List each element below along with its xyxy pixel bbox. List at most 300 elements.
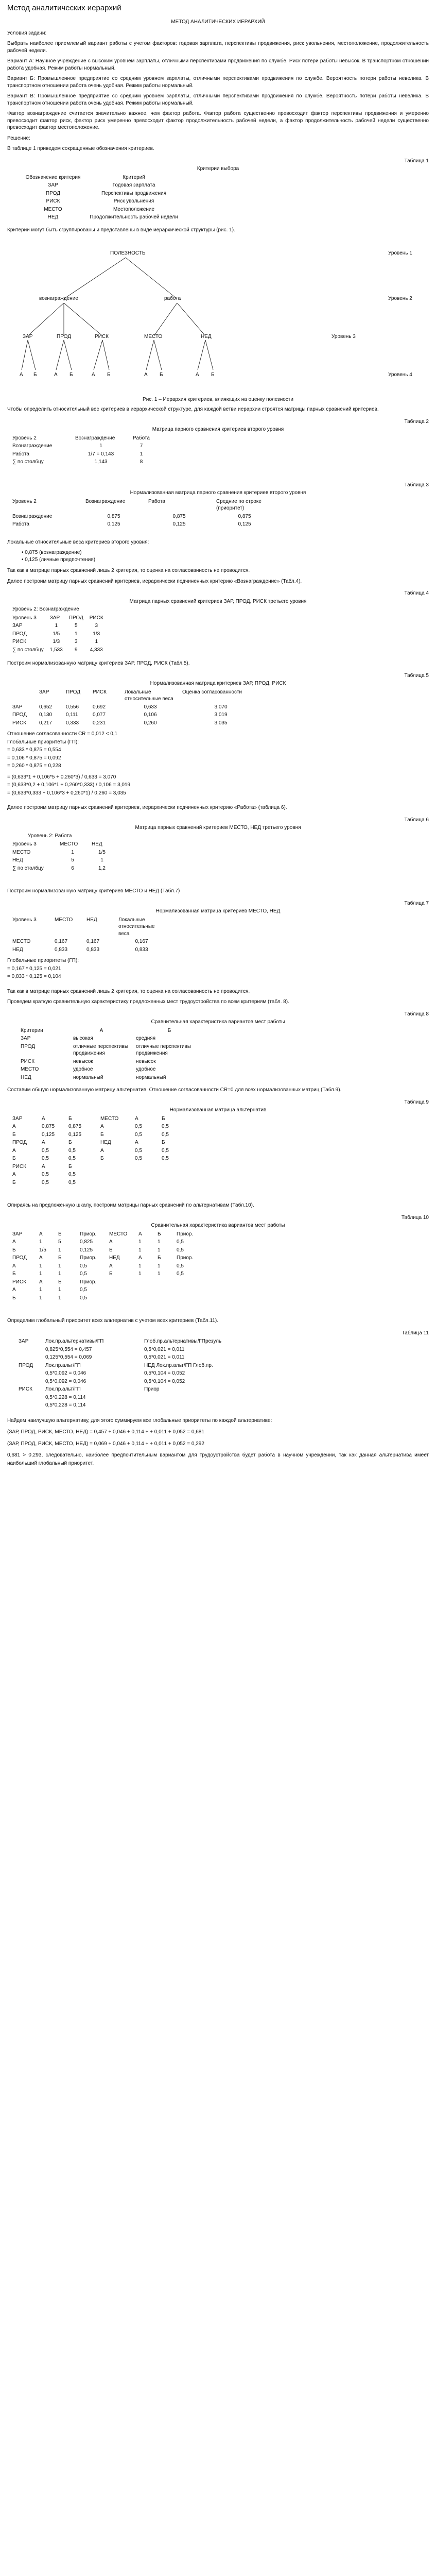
table1 bbox=[22, 174, 183, 222]
table-cell: 1 bbox=[138, 1271, 142, 1277]
connector bbox=[64, 340, 72, 370]
table-header-cell: Критерий bbox=[123, 174, 145, 180]
table-cell: 0,652 bbox=[39, 704, 53, 710]
table-row bbox=[9, 1147, 185, 1155]
table-header-cell: А bbox=[42, 1140, 45, 1146]
table-cell: 0,5*0,021 = 0,011 bbox=[144, 1346, 185, 1352]
table-cell: 1 bbox=[71, 849, 74, 855]
table-cell: 1 bbox=[58, 1263, 61, 1269]
table-cell: 0,875 bbox=[42, 1124, 55, 1130]
table-cell: 0,125 bbox=[68, 1131, 82, 1138]
table-row bbox=[9, 865, 115, 873]
table-cell: А bbox=[12, 1239, 16, 1245]
table-header-cell: НЕД bbox=[100, 1140, 111, 1146]
table4 bbox=[9, 614, 107, 654]
table-cell: нормальный bbox=[73, 1074, 103, 1080]
note-line: Глобальные приоритеты (ГП): bbox=[7, 739, 79, 745]
node-alt: Б bbox=[33, 372, 37, 378]
table-row bbox=[9, 1131, 185, 1139]
table-cell: НЕД bbox=[12, 857, 23, 863]
table-header-cell: Локальные относительные веса bbox=[118, 917, 155, 937]
table-cell: 0,5 bbox=[177, 1239, 184, 1245]
table-row bbox=[9, 498, 276, 513]
table-row bbox=[22, 174, 183, 182]
table-header-cell: Приор. bbox=[80, 1231, 97, 1237]
level-label: Уровень 1 bbox=[388, 250, 412, 257]
factor-note: Фактор вознаграждение считается значительно важнее, чем фактор работа. Фактор работа существенно превосходит фактор перспективы продвижения и умеренно превосходит фактор риск, фактор риск умеренно превосходит фактор продолжительность рабочей недели, а фактор продолжительность рабочей недели существенно превосходит фактор местоположение. bbox=[7, 111, 429, 131]
table3-caption: Таблица 3 bbox=[404, 482, 429, 488]
table-header-cell: Б bbox=[58, 1279, 62, 1285]
table-cell: Перспективы продвижения bbox=[101, 190, 167, 196]
table-header-cell: РИСК bbox=[12, 1279, 26, 1285]
page-title: Метод аналитических иерархий bbox=[7, 4, 121, 12]
table-cell bbox=[15, 1346, 42, 1354]
table5-intro: Построим нормализованную матрицу критериев ЗАР, ПРОД, РИСК (Табл.5). bbox=[7, 660, 190, 667]
table-row bbox=[9, 1238, 203, 1246]
table-cell: 1 bbox=[158, 1263, 161, 1269]
table-cell: 0,125 bbox=[107, 521, 120, 528]
table-header-cell: ЗАР bbox=[39, 689, 49, 695]
table-cell: ∑ по столбцу bbox=[12, 647, 44, 653]
table-cell: 0,125 bbox=[42, 1131, 55, 1138]
table-row bbox=[9, 849, 115, 857]
table-cell: Вознаграждение bbox=[12, 443, 53, 449]
table9 bbox=[9, 1115, 185, 1187]
table8-caption: Таблица 8 bbox=[404, 1011, 429, 1017]
table-cell: 1 bbox=[158, 1239, 161, 1245]
table-row bbox=[9, 513, 276, 521]
table-cell: 0,167 bbox=[86, 939, 100, 945]
table-cell: Б bbox=[109, 1271, 113, 1277]
table-cell: 0,5*0,104 = 0,052 bbox=[144, 1378, 185, 1384]
table-cell: 0,125 bbox=[172, 521, 186, 528]
table-cell: 0,106 bbox=[144, 712, 157, 718]
connector bbox=[94, 340, 102, 370]
table-header-cell: Вознаграждение bbox=[85, 498, 126, 504]
final-text: 0,681 > 0,293, следовательно, наиболее предпочтительным вариантом для трудоустройства будет работа в научном учреждении, так как данная альтернатива имеет наибольший глобальный приоритет. bbox=[7, 1452, 429, 1466]
table-cell: 3 bbox=[95, 623, 98, 629]
table5-title: Нормализованная матрица критериев ЗАР, ПРОД, РИСК bbox=[150, 681, 286, 687]
table-row bbox=[18, 1035, 206, 1043]
table10-title: Сравнительная характеристика вариантов мест работы bbox=[151, 1223, 285, 1229]
table-header-cell: Критерии bbox=[21, 1027, 43, 1033]
table-cell: 1,143 bbox=[94, 459, 108, 465]
table-cell: НЕД bbox=[21, 1074, 31, 1080]
table-row bbox=[9, 442, 153, 450]
table4-title: Матрица парных сравнений критериев ЗАР, ПРОД, РИСК третьего уровня bbox=[129, 598, 307, 604]
table-cell: ЗАР bbox=[21, 1036, 31, 1042]
table-row bbox=[9, 450, 153, 459]
final-text: (ЗАР, ПРОД, РИСК, МЕСТО, НЕД) = 0,457 + 0,046 + 0,114 + + 0,011 + 0,052 = 0,681 bbox=[7, 1429, 204, 1435]
table-cell: 1/3 bbox=[53, 639, 60, 645]
table-cell: высокая bbox=[73, 1036, 93, 1042]
table9-title: Нормализованная матрица альтернатив bbox=[169, 1107, 267, 1113]
table-row bbox=[9, 1270, 203, 1278]
method-text: Чтобы определить относительный вес критериев в иерархической структуре, для каждой ветви иерархии строятся матрицы парных сравнений критериев. bbox=[7, 406, 379, 413]
table-cell: ЗАР bbox=[12, 704, 23, 710]
table-cell: Б bbox=[100, 1156, 104, 1162]
table-cell bbox=[141, 1394, 271, 1402]
table2-title: Матрица парного сравнения критериев второго уровня bbox=[152, 427, 284, 433]
table-cell: 0,5*0,092 = 0,046 bbox=[45, 1378, 86, 1384]
table-row bbox=[9, 1155, 185, 1163]
table-header-cell: ПРОД bbox=[12, 1140, 27, 1146]
connector bbox=[64, 258, 126, 299]
table-row bbox=[15, 1394, 271, 1402]
table-cell bbox=[15, 1378, 42, 1386]
table-header-cell: Б bbox=[58, 1231, 62, 1237]
table-row bbox=[9, 840, 115, 849]
table6-caption: Таблица 6 bbox=[404, 817, 429, 823]
table-cell: 0,825*0,554 = 0,457 bbox=[45, 1346, 92, 1352]
table-cell: НЕД bbox=[12, 946, 23, 953]
table-cell: 0,875 bbox=[238, 513, 251, 519]
table-cell: А bbox=[12, 1287, 16, 1293]
table10-caption: Таблица 10 bbox=[401, 1214, 429, 1221]
table-row bbox=[9, 916, 168, 938]
table6-intro: Далее построим матрицу парных сравнений критериев, иерархически подчиненных критерию «Работа» (таблица 6). bbox=[7, 805, 287, 811]
table-row bbox=[9, 1115, 185, 1123]
table-cell: Б bbox=[12, 1271, 16, 1277]
table-cell: 3,070 bbox=[214, 704, 228, 710]
table-header-cell: Б bbox=[167, 1027, 171, 1033]
table-cell: 0,5 bbox=[80, 1271, 87, 1277]
table-row bbox=[18, 1074, 206, 1082]
table-cell: Б bbox=[12, 1247, 16, 1253]
table5-caption: Таблица 5 bbox=[404, 672, 429, 679]
table-cell: Продолжительность рабочей недели bbox=[90, 214, 178, 221]
table-cell: ∑ по столбцу bbox=[12, 865, 44, 871]
level-label: Уровень 3 bbox=[332, 334, 356, 340]
table-cell: А bbox=[109, 1239, 113, 1245]
table-cell: Лок.пр.альт/ГП bbox=[45, 1362, 81, 1368]
connector bbox=[154, 303, 177, 336]
table-header-cell: Уровень 3 bbox=[12, 917, 37, 923]
table-row bbox=[18, 1043, 206, 1058]
table-row bbox=[18, 1065, 206, 1074]
table-row bbox=[22, 190, 183, 198]
table-row bbox=[9, 1286, 203, 1294]
table-header-cell: Работа bbox=[148, 498, 165, 504]
table-cell: 1/5 bbox=[39, 1247, 46, 1253]
table-cell: 1 bbox=[58, 1247, 61, 1253]
table-cell: 1 bbox=[39, 1271, 42, 1277]
table-header-cell: НЕД bbox=[92, 841, 102, 848]
table-header-cell: Уровень 2 bbox=[12, 435, 37, 441]
table-cell: 0,217 bbox=[39, 720, 53, 726]
table-row bbox=[9, 711, 263, 719]
table-cell: А bbox=[109, 1263, 113, 1269]
node-alt: Б bbox=[211, 372, 215, 378]
table-header-cell: Уровень 3 bbox=[12, 841, 37, 848]
table-cell: 0,5*0,228 = 0,114 bbox=[45, 1394, 86, 1400]
task-label: Условия задачи: bbox=[7, 30, 47, 36]
table-cell: 0,556 bbox=[66, 704, 79, 710]
final-section bbox=[7, 1417, 429, 1468]
table7-intro: Построим нормализованную матрицу критериев МЕСТО и НЕД (Табл.7) bbox=[7, 888, 180, 894]
connector bbox=[146, 340, 154, 370]
table-cell: 0,167 bbox=[55, 939, 68, 945]
table-cell: 1 bbox=[158, 1271, 161, 1277]
table-header-cell: ЗАР bbox=[12, 1231, 23, 1237]
table-cell: 1 bbox=[158, 1247, 161, 1253]
variant-c: Вариант В: Промышленное предприятие со средним уровнем зарплаты, отличными перспективами продвижения по службе. Вероятность потери работы невелика. В транспортном отношении работа очень удобная. Режим работы нормальный. bbox=[7, 93, 429, 106]
figure-caption: Рис. 1 – Иерархия критериев, влияющих на оценку полезности bbox=[143, 396, 293, 402]
table-header-cell: Приор. bbox=[177, 1231, 194, 1237]
table-cell: ЗАР bbox=[19, 1338, 29, 1345]
table-cell: А bbox=[12, 1263, 16, 1269]
table-header-cell: Б bbox=[162, 1115, 165, 1122]
table-cell: 0,125*0,554 = 0,069 bbox=[45, 1354, 92, 1361]
connector bbox=[102, 340, 109, 370]
table-cell: 0,633 bbox=[144, 704, 157, 710]
table-cell: Местоположение bbox=[113, 206, 155, 212]
table-cell: 0,5 bbox=[135, 1124, 142, 1130]
table-header-cell: А bbox=[39, 1279, 43, 1285]
table-cell: 0,833 bbox=[86, 946, 100, 953]
table-header-cell: ПРОД bbox=[12, 1255, 27, 1261]
table-header-cell: Вознаграждение bbox=[75, 435, 115, 441]
table8 bbox=[18, 1027, 206, 1082]
table-cell: Работа bbox=[12, 451, 29, 457]
table-row bbox=[22, 197, 183, 206]
table4-sub: Уровень 2: Вознаграждение bbox=[12, 606, 79, 613]
table-cell: Б bbox=[12, 1295, 16, 1301]
final-text: Найдем наилучшую альтернативу, для этого суммируем все глобальные приоритеты по каждой альтернативе: bbox=[7, 1417, 272, 1423]
table-cell: 0,125 bbox=[80, 1247, 93, 1253]
connector bbox=[22, 340, 28, 370]
table-cell: 1/7 = 0,143 bbox=[88, 451, 114, 457]
variant-b: Вариант Б: Промышленное предприятие со средним уровнем зарплаты, отличными перспективами продвижения по службе. Вероятность потери работы невелика. В транспортном отношении работа очень удобная. Режим работы нормальный. bbox=[7, 76, 429, 89]
table-cell: 0,167 bbox=[135, 939, 148, 945]
table-cell: Лок.пр.альтернативы/ГП bbox=[45, 1338, 104, 1345]
table-row bbox=[22, 213, 183, 222]
table-row bbox=[9, 856, 115, 865]
table-header-cell: Б bbox=[58, 1255, 62, 1261]
table-row bbox=[15, 1385, 271, 1394]
table-header-cell: А bbox=[39, 1231, 43, 1237]
table-cell: 5 bbox=[58, 1239, 61, 1245]
table-cell: МЕСТО bbox=[12, 849, 31, 855]
table-cell: Приор bbox=[144, 1386, 160, 1393]
table-row bbox=[9, 1262, 203, 1270]
table2-caption: Таблица 2 bbox=[404, 418, 429, 425]
table-cell: ЗАР bbox=[48, 182, 58, 189]
hierarchy-intro: Критерии могут быть сгруппированы и представлены в виде иерархической структуры (рис. 1). bbox=[7, 227, 235, 233]
table3-title: Нормализованная матрица парного сравнения критериев второго уровня bbox=[130, 490, 306, 496]
node-alt: А bbox=[20, 372, 23, 378]
table-row bbox=[22, 206, 183, 214]
node-alt: А bbox=[196, 372, 199, 378]
table6-title: Матрица парных сравнений критериев МЕСТО, НЕД третьего уровня bbox=[135, 825, 301, 831]
node-top: ПОЛЕЗНОСТЬ bbox=[110, 250, 146, 257]
table-cell: 0,125 bbox=[238, 521, 251, 528]
table-row bbox=[15, 1346, 271, 1354]
table-cell: 0,5 bbox=[42, 1147, 49, 1154]
table-cell: 1 bbox=[75, 631, 78, 637]
table-cell: 1/3 bbox=[93, 631, 100, 637]
table-cell: 0,5 bbox=[80, 1287, 87, 1293]
table-cell: 0,5 bbox=[177, 1263, 184, 1269]
table5-notes bbox=[7, 730, 429, 797]
table-row bbox=[9, 1139, 185, 1147]
node-mid: работа bbox=[164, 296, 181, 302]
table-row bbox=[9, 1171, 185, 1179]
table-cell: 1,2 bbox=[98, 865, 106, 871]
table-cell: НЕД bbox=[47, 214, 59, 221]
table-cell: МЕСТО bbox=[21, 1066, 39, 1073]
table-cell: 1 bbox=[58, 1271, 61, 1277]
table-cell: ПРОД bbox=[12, 631, 27, 637]
table-cell: 0,5 bbox=[135, 1147, 142, 1154]
table-cell: 8 bbox=[139, 459, 143, 465]
table-cell bbox=[15, 1369, 42, 1378]
node-criterion: РИСК bbox=[95, 334, 109, 340]
table-cell: 1 bbox=[58, 1287, 61, 1293]
table-row bbox=[22, 181, 183, 190]
table-header-cell: А bbox=[39, 1255, 43, 1261]
table-cell: Вознаграждение bbox=[12, 513, 53, 519]
table9-caption: Таблица 9 bbox=[404, 1099, 429, 1105]
table-header-cell: РИСК bbox=[93, 689, 107, 695]
local-weights-label: Локальные относительные веса критериев второго уровня: bbox=[7, 539, 149, 545]
table-header-cell: Приор. bbox=[80, 1279, 97, 1285]
table-row bbox=[9, 614, 107, 622]
note-line: Отношение согласованности CR = 0,012 ˂ 0,1 bbox=[7, 731, 118, 737]
table-header-cell: РИСК bbox=[89, 615, 103, 621]
table-cell: 0,875 bbox=[172, 513, 186, 519]
table-cell: 0,5 bbox=[68, 1147, 76, 1154]
variant-a: Вариант А: Научное учреждение с высоким уровнем зарплаты, отличными перспективами продвижения по службе. Риск потери работы невысок. В транспортном отношении работа удобная. Режим работы нормальный. bbox=[7, 58, 429, 71]
table-cell: ПРОД bbox=[12, 712, 27, 718]
table-header-cell: Б bbox=[68, 1115, 72, 1122]
table-header-cell: А bbox=[42, 1163, 45, 1170]
note-line: = (0,633*0,333 + 0,106*3 + 0,260*1) / 0,260 = 3,035 bbox=[7, 790, 126, 796]
table-cell: 0,5 bbox=[162, 1124, 169, 1130]
table-row bbox=[9, 630, 107, 638]
list-item: • 0,125 (личные предпочтения) bbox=[22, 556, 96, 563]
table-cell: 1/5 bbox=[53, 631, 60, 637]
table-header-cell: ЗАР bbox=[49, 615, 60, 621]
table-cell: отличные перспективы продвижения bbox=[136, 1043, 191, 1057]
table-cell bbox=[15, 1401, 42, 1410]
table-cell: 0,231 bbox=[93, 720, 106, 726]
table-cell: 1 bbox=[39, 1263, 42, 1269]
table-cell: невысок bbox=[136, 1058, 156, 1064]
table-cell: удобное bbox=[73, 1066, 93, 1073]
table-row bbox=[9, 703, 263, 711]
table-cell: 0,5 bbox=[162, 1131, 169, 1138]
table-cell: 0,825 bbox=[80, 1239, 93, 1245]
node-criterion: НЕД bbox=[201, 334, 212, 340]
table-header-cell: А bbox=[135, 1115, 138, 1122]
hierarchy-diagram bbox=[7, 237, 429, 392]
table1-caption: Таблица 1 bbox=[404, 158, 429, 164]
table-cell: МЕСТО bbox=[44, 206, 62, 212]
table-cell: РИСК bbox=[19, 1386, 32, 1393]
level-label: Уровень 4 bbox=[388, 372, 412, 378]
table-row bbox=[15, 1353, 271, 1362]
note-line: = (0,633*0,2 + 0,106*1 + 0,260*0,333) / 0,106 = 3,019 bbox=[7, 782, 131, 788]
table10 bbox=[9, 1230, 203, 1302]
table-cell: 0,5 bbox=[42, 1156, 49, 1162]
table11-caption: Таблица 11 bbox=[402, 1330, 429, 1336]
table-cell: 0,875 bbox=[68, 1124, 82, 1130]
table-cell: 0,5 bbox=[162, 1156, 169, 1162]
node-alt: А bbox=[92, 372, 95, 378]
node-alt: Б bbox=[160, 372, 163, 378]
table-row bbox=[9, 1123, 185, 1131]
table1-title: Критерии выбора bbox=[197, 166, 239, 172]
table4-caption: Таблица 4 bbox=[404, 590, 429, 597]
table-cell: 1 bbox=[39, 1295, 42, 1301]
table-header-cell bbox=[9, 688, 36, 703]
table-cell: Лок.пр.альт/ГП bbox=[45, 1386, 81, 1393]
list-item-text: 0,875 (вознаграждение) bbox=[25, 550, 82, 556]
table2 bbox=[9, 434, 153, 466]
table-row bbox=[9, 1230, 203, 1239]
table-header-cell: Б bbox=[158, 1231, 161, 1237]
table-cell: 1 bbox=[138, 1247, 142, 1253]
table-cell: 0,130 bbox=[39, 712, 53, 718]
table-cell: 0,5 bbox=[135, 1131, 142, 1138]
note-line: = 0,833 * 0,125 = 0,104 bbox=[7, 974, 61, 980]
table-header-cell: Б bbox=[162, 1140, 165, 1146]
table-header-cell: Средние по строке (приоритет) bbox=[216, 498, 261, 512]
final-text: (ЗАР, ПРОД, РИСК, МЕСТО, НЕД) = 0,069 + 0,046 + 0,114 + + 0,011 + 0,052 = 0,292 bbox=[7, 1440, 204, 1447]
table-cell: ПРОД bbox=[21, 1043, 35, 1049]
table7 bbox=[9, 916, 168, 954]
connector bbox=[154, 340, 162, 370]
table-cell: 0,260 bbox=[144, 720, 157, 726]
table-cell: 1 bbox=[138, 1263, 142, 1269]
table-cell: 1 bbox=[138, 1239, 142, 1245]
table-cell: 0,333 bbox=[66, 720, 79, 726]
table-row bbox=[9, 688, 263, 703]
table-cell: 0,5*0,104 = 0,052 bbox=[144, 1370, 185, 1377]
connector bbox=[198, 340, 205, 370]
solution-label: Решение: bbox=[7, 135, 30, 141]
connector bbox=[64, 303, 102, 336]
table-cell: 0,5 bbox=[177, 1247, 184, 1253]
table-cell bbox=[15, 1353, 42, 1362]
table-row bbox=[15, 1401, 271, 1410]
level-label: Уровень 2 bbox=[388, 296, 412, 302]
table-cell: А bbox=[12, 1124, 16, 1130]
table-cell: 0,5 bbox=[162, 1147, 169, 1154]
table-row bbox=[9, 719, 263, 727]
table-cell: А bbox=[12, 1147, 16, 1154]
table-header-cell: Приор. bbox=[177, 1255, 194, 1261]
table-cell: 0,5 bbox=[80, 1263, 87, 1269]
table-cell: 6 bbox=[71, 865, 74, 871]
node-alt: Б bbox=[69, 372, 73, 378]
table-cell: 0,077 bbox=[93, 712, 106, 718]
note-line: Глобальные приоритеты (ГП): bbox=[7, 958, 79, 964]
table-row bbox=[15, 1337, 271, 1346]
table-cell: 5 bbox=[75, 623, 78, 629]
table-cell: отличные перспективы продвижения bbox=[73, 1043, 129, 1057]
table-header-cell: ЗАР bbox=[12, 1115, 23, 1122]
table-cell: 0,875 bbox=[107, 513, 120, 519]
table-cell: ЗАР bbox=[12, 623, 23, 629]
table-cell: 5 bbox=[71, 857, 74, 863]
table-cell: 9 bbox=[75, 647, 78, 653]
table-header-cell: А bbox=[135, 1140, 138, 1146]
table-row bbox=[9, 1254, 203, 1262]
table-cell: А bbox=[100, 1124, 104, 1130]
table-header-cell: МЕСТО bbox=[60, 841, 78, 848]
